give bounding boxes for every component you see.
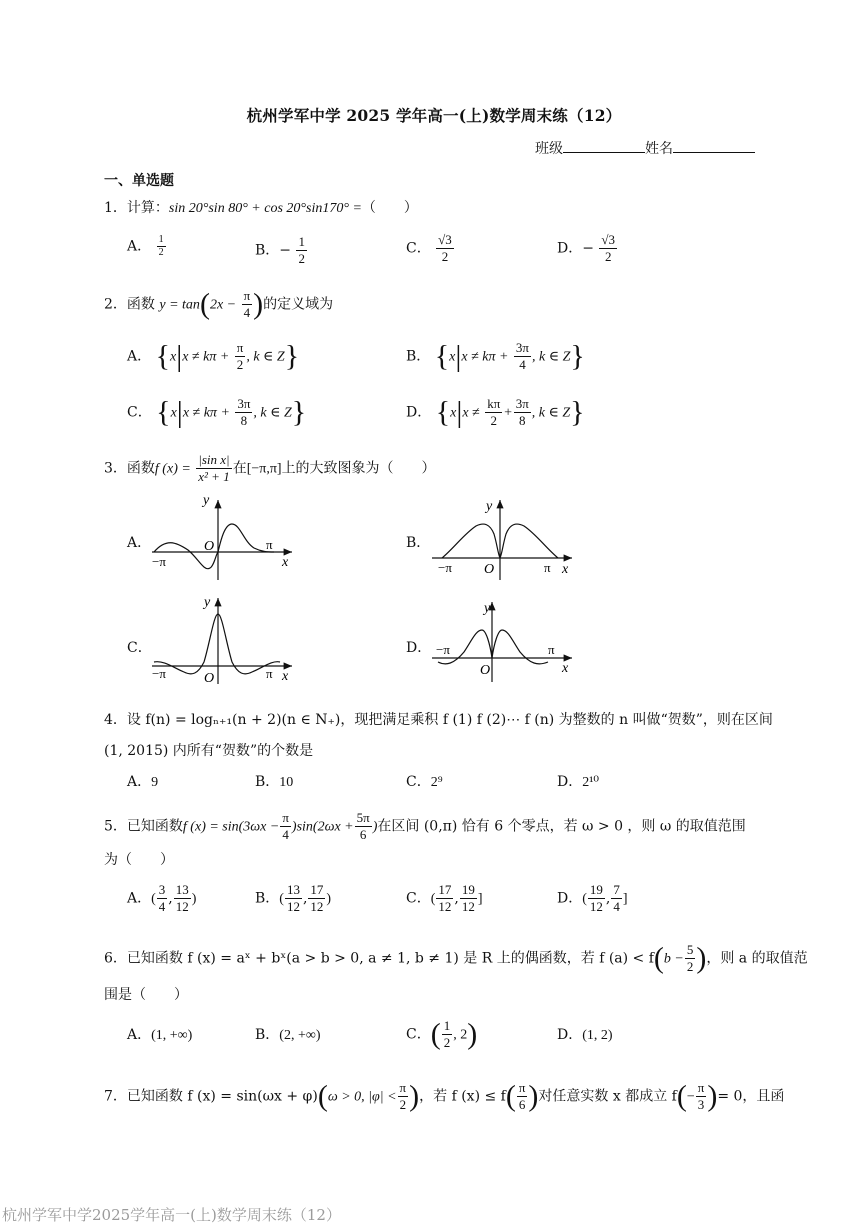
graph-option-b[interactable] xyxy=(428,494,578,580)
question-number: 4． xyxy=(104,712,127,728)
origin-label: O xyxy=(204,539,215,554)
q3-option-c-label[interactable]: C． xyxy=(127,640,152,656)
origin-label: O xyxy=(204,671,215,684)
class-blank[interactable] xyxy=(563,138,645,153)
fraction: $\frac{\pi}{4}$ xyxy=(243,288,251,320)
x-label: x xyxy=(282,555,289,570)
q1-option-a[interactable] xyxy=(127,234,167,259)
q6-option-b[interactable] xyxy=(255,1025,321,1046)
q6-option-d[interactable] xyxy=(557,1025,613,1046)
q4-option-b[interactable] xyxy=(255,772,293,793)
option-value: 9 xyxy=(151,775,159,790)
question-text: 上的大致图象为（ ） xyxy=(281,460,436,477)
question-text: ，若 f (x) ≤ f xyxy=(419,1088,506,1105)
math-expression: ) xyxy=(372,819,378,835)
q5-option-b[interactable]: B．( $\frac{13}{12}$ , $\frac{17}{12}$ ) xyxy=(255,882,332,914)
question-number: 6． xyxy=(104,950,127,967)
name-label: 姓名 xyxy=(645,141,673,157)
fraction: $\frac{k\pi}{2}$ xyxy=(487,396,501,428)
fraction: $\frac{\text{|sin x|}}{\text{x² + 1}}$ xyxy=(198,452,230,484)
pi-label: π xyxy=(548,642,555,657)
question-text: 已知函数 f (x) = sin(ωx + φ) xyxy=(126,1088,318,1105)
option-letter: D． xyxy=(557,240,583,257)
math-expression: x ≠ kπ + xyxy=(461,349,509,365)
page-title: 杭州学军中学 2025 学年高一(上)数学周末练（12） xyxy=(246,106,622,125)
option-letter: B． xyxy=(406,348,431,365)
option-letter: B． xyxy=(255,890,280,907)
q4-option-a[interactable] xyxy=(127,772,158,793)
math-expression: sin 20°sin 80° + cos 20°sin170° = xyxy=(168,201,362,216)
question-1 xyxy=(104,198,418,219)
fraction: $\frac{√3}{2}$ xyxy=(601,232,616,264)
question-text: 函数 xyxy=(126,460,155,477)
fraction: $\frac{5}{2}$ xyxy=(686,942,694,974)
question-4 xyxy=(104,710,773,730)
question-text: 的定义域为 xyxy=(263,296,334,313)
option-letter: C． xyxy=(127,404,152,421)
q3-option-a-label[interactable]: A． xyxy=(127,535,152,551)
class-name-line xyxy=(535,138,755,158)
option-letter: A． xyxy=(127,890,152,907)
option-letter: D． xyxy=(557,1027,583,1043)
fraction: $\frac{3\pi}{8}$ xyxy=(515,396,529,428)
q1-option-c[interactable] xyxy=(406,232,455,265)
graph-option-a[interactable] xyxy=(148,494,298,580)
question-2 xyxy=(104,288,333,321)
q2-option-c[interactable]: C． {x|x ≠ kπ + $\frac{3\pi}{8}$ , k ∈ Z} xyxy=(127,395,307,429)
option-value: 10 xyxy=(279,775,294,790)
class-label: 班级 xyxy=(535,141,563,157)
minus-sign: − xyxy=(582,240,594,257)
question-text: = 0，且函 xyxy=(717,1088,785,1105)
x-label: x xyxy=(562,562,569,577)
q2-option-a[interactable]: A． {x|x ≠ kπ + $\frac{\pi}{2}$ , k ∈ Z} xyxy=(127,339,300,373)
option-value: (1, 2) xyxy=(582,1028,613,1043)
option-letter: D． xyxy=(557,774,583,790)
neg-pi-label: −π xyxy=(152,554,166,569)
option-letter: B． xyxy=(255,1027,280,1043)
pi-label: π xyxy=(266,666,273,681)
option-letter: D． xyxy=(557,890,583,907)
name-blank[interactable] xyxy=(673,138,755,153)
fraction: $\frac{\pi}{2}$ xyxy=(399,1080,407,1112)
function-curve xyxy=(438,630,548,664)
left-paren: ( xyxy=(199,287,210,321)
question-7: 7．已知函数 f (x) = sin(ωx + φ)(ω > 0, |φ| < $\frac{\pi}{2}$ )，若 f (x) ≤ f( $\frac{\pi}{6}$ )对任意实数 x 都成立 f(− $\frac{\pi}{3}$ )= 0，且函 xyxy=(104,1079,785,1113)
option-value: 2¹⁰ xyxy=(582,775,600,790)
question-text: 设 f(n) = logₙ₊₁(n + 2)(n ∈ N₊)，现把满足乘积 f (1) f (2)⋯ f (n) 为整数的 n 叫做“贺数”，则在区间 xyxy=(126,712,773,728)
q3-option-d-label[interactable]: D． xyxy=(406,640,432,656)
q1-option-d[interactable] xyxy=(557,232,618,265)
math-expression: )sin(2ωx + xyxy=(291,819,354,835)
question-text: 函数 xyxy=(126,296,155,313)
q2-option-d[interactable]: D． {x|x ≠ $\frac{k\pi}{2}$ + $\frac{3\pi}{8}$ , k ∈ Z} xyxy=(406,395,585,429)
function-curve xyxy=(154,614,280,674)
question-3 xyxy=(104,452,436,485)
option-letter: D． xyxy=(406,404,432,421)
math-expression: , k ∈ Z xyxy=(246,349,285,365)
neg-pi-label: −π xyxy=(436,642,450,657)
question-6: 6．已知函数 f (x) = aˣ + bˣ(a > b > 0, a ≠ 1, b ≠ 1) 是 R 上的偶函数，若 f (a) < f(b − $\frac{5}{2}$ )，则 a 的取值范 xyxy=(104,941,808,975)
right-paren: ) xyxy=(253,287,264,321)
answer-blank: （ ） xyxy=(361,200,418,216)
graph-option-d[interactable] xyxy=(428,596,578,682)
question-text: 在 xyxy=(232,460,247,477)
option-letter: A． xyxy=(127,774,152,790)
origin-label: O xyxy=(480,663,491,678)
option-value: (2, +∞) xyxy=(279,1028,321,1043)
minus-sign: − xyxy=(279,242,292,259)
math-expression: , k ∈ Z xyxy=(531,405,571,421)
y-label: y xyxy=(204,595,211,610)
neg-pi-label: −π xyxy=(152,666,166,681)
math-expression: 2x − xyxy=(209,297,237,313)
math-expression: f (x) = sin(3ωx − xyxy=(182,819,280,835)
option-value: 2⁹ xyxy=(430,775,443,790)
math-expression: ω > 0, |φ| < xyxy=(327,1089,397,1105)
question-6-line2: 围是（ ） xyxy=(104,987,188,1003)
question-text: 对任意实数 x 都成立 f xyxy=(538,1088,677,1105)
fraction: $\frac{√3}{2}$ xyxy=(438,232,452,264)
option-letter: B． xyxy=(255,242,280,259)
option-letter: C． xyxy=(406,890,431,907)
neg-pi-label: −π xyxy=(438,560,452,575)
question-text: 已知函数 xyxy=(126,818,183,835)
x-label: x xyxy=(282,669,289,684)
graph-option-c[interactable] xyxy=(148,592,298,684)
option-letter: C． xyxy=(406,774,431,790)
math-expression: x ≠ xyxy=(462,405,480,421)
math-expression: , k ∈ Z xyxy=(532,349,571,365)
q6-option-a[interactable] xyxy=(127,1025,192,1046)
q2-option-b[interactable]: B． {x|x ≠ kπ + $\frac{3\pi}{4}$ , k ∈ Z} xyxy=(406,339,585,373)
x-label: x xyxy=(562,661,569,676)
q6-option-c[interactable]: C．( $\frac{1}{2}$ , 2) xyxy=(406,1017,478,1051)
math-expression: x ≠ kπ + xyxy=(182,405,230,421)
question-text: 在区间 (0,π) 恰有 6 个零点，若 ω > 0 ，则 ω 的取值范围 xyxy=(377,818,746,835)
option-letter: A． xyxy=(127,238,152,255)
fraction: $\frac{5\pi}{6}$ xyxy=(356,810,370,842)
option-letter: C． xyxy=(406,1026,431,1043)
pi-label: π xyxy=(266,537,273,552)
fraction: $\frac{3\pi}{8}$ xyxy=(237,396,251,428)
interval: [−π,π] xyxy=(246,461,282,477)
math-expression: f (x) = xyxy=(154,461,191,477)
q5-option-d[interactable]: D．( $\frac{19}{12}$ , $\frac{7}{4}$ ] xyxy=(557,882,628,914)
fraction: $\frac{\pi}{4}$ xyxy=(282,810,289,842)
question-number: 2． xyxy=(104,296,127,313)
y-label: y xyxy=(203,494,210,508)
question-5 xyxy=(104,810,746,843)
math-expression: b − xyxy=(663,951,684,967)
y-label: y xyxy=(486,499,493,514)
pi-label: π xyxy=(544,560,551,575)
question-number: 5． xyxy=(104,818,127,835)
option-value: (1, +∞) xyxy=(151,1028,193,1043)
q5-option-c[interactable]: C．( $\frac{17}{12}$ , $\frac{19}{12}$ ] xyxy=(406,882,483,914)
q3-option-b-label[interactable]: B． xyxy=(406,535,431,551)
question-4-line2: (1, 2015) 内所有“贺数”的个数是 xyxy=(104,743,314,759)
math-expression: , k ∈ Z xyxy=(253,405,292,421)
footer-watermark: 杭州学军中学2025学年高一(上)数学周末练（12） xyxy=(2,1206,341,1224)
fraction: $\frac{\pi}{3}$ xyxy=(697,1080,705,1112)
origin-label: O xyxy=(484,562,495,577)
section-title: 一、单选题 xyxy=(104,173,174,189)
q5-option-a[interactable]: A．( $\frac{3}{4}$ , $\frac{13}{12}$ ) xyxy=(127,882,197,914)
plus-sign: + xyxy=(503,405,513,421)
math-expression: y = tan xyxy=(159,297,200,313)
question-text: 已知函数 f (x) = aˣ + bˣ(a > b > 0, a ≠ 1, b ≠ 1) 是 R 上的偶函数，若 f (a) < f xyxy=(126,950,654,967)
y-label: y xyxy=(484,601,491,616)
fraction: $\frac{\pi}{2}$ xyxy=(236,340,244,372)
math-expression: x ≠ kπ + xyxy=(182,349,230,365)
question-number: 1． xyxy=(104,200,127,216)
question-number: 7． xyxy=(104,1088,127,1105)
question-5-line2: 为（ ） xyxy=(104,852,174,868)
option-letter: A． xyxy=(127,1027,152,1043)
fraction: $\frac{1}{2}$ xyxy=(298,234,305,266)
option-letter: B． xyxy=(255,774,280,790)
question-number: 3． xyxy=(104,460,127,477)
fraction: $\frac{3\pi}{4}$ xyxy=(515,340,529,372)
question-text: 计算： xyxy=(126,200,169,216)
fraction: $\frac{\pi}{6}$ xyxy=(518,1080,526,1112)
question-text: ，则 a 的取值范 xyxy=(706,950,808,967)
q4-option-c[interactable] xyxy=(406,772,443,793)
q4-option-d[interactable] xyxy=(557,772,599,793)
option-letter: A． xyxy=(127,348,152,365)
q1-option-b[interactable] xyxy=(255,234,308,267)
fraction: $\frac{1}{2}$ xyxy=(158,234,164,258)
option-letter: C． xyxy=(406,240,431,257)
